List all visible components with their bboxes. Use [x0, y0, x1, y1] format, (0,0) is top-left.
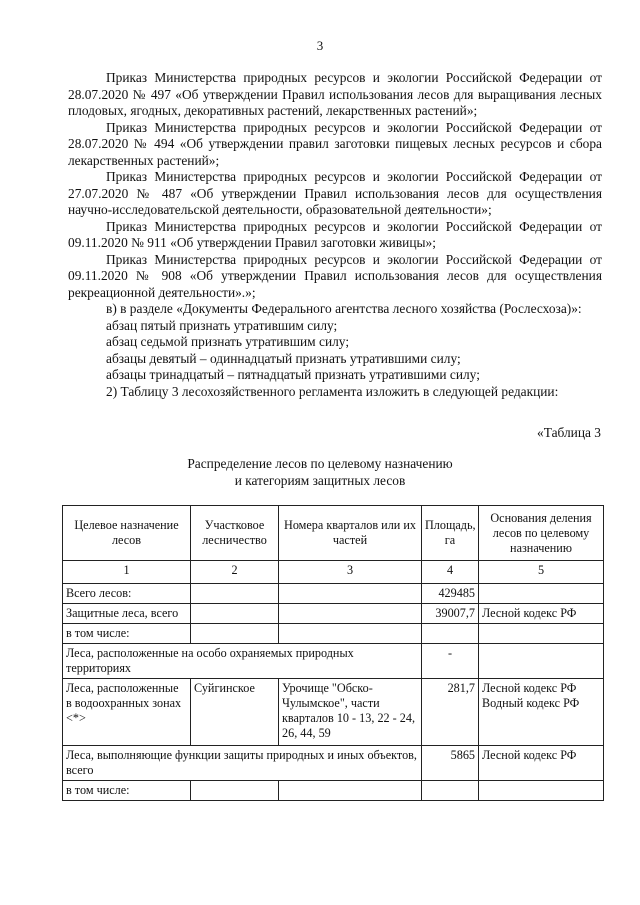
basis-cell: [479, 644, 604, 679]
paragraph: абзацы тринадцатый – пятнадцатый признать утратившими силу;: [106, 367, 480, 382]
area-cell: -: [422, 644, 479, 679]
paragraph: абзац седьмой признать утратившим силу;: [106, 334, 350, 349]
table-row: [63, 584, 604, 604]
table-row: [63, 781, 604, 801]
basis-cell: Лесной кодекс РФ Водный кодекс РФ: [479, 679, 604, 746]
table-header-row: [63, 506, 604, 561]
area-cell: 281,7: [422, 679, 479, 746]
forestry-cell: [191, 604, 279, 624]
area-cell: 39007,7: [422, 604, 479, 624]
paragraph: абзацы девятый – одиннадцатый признать утратившими силу;: [106, 350, 461, 366]
table-caption: [0, 456, 640, 489]
body-text: [68, 70, 602, 400]
purpose-cell: Защитные леса, всего: [63, 604, 191, 624]
purpose-cell: Всего лесов:: [63, 584, 191, 604]
quarters-cell: [279, 584, 422, 604]
basis-cell: [479, 624, 604, 644]
page-number: 3: [316, 38, 324, 53]
table-row: [63, 644, 604, 679]
column-number: 4: [422, 561, 479, 584]
quarters-cell: [279, 781, 422, 801]
quarters-cell: [279, 604, 422, 624]
area-cell: 5865: [422, 746, 479, 781]
forest-distribution-table: [62, 505, 604, 801]
area-cell: 429485: [422, 584, 479, 604]
basis-cell: Лесной кодекс РФ: [479, 746, 604, 781]
basis-cell: Лесной кодекс РФ: [479, 604, 604, 624]
paragraph: 2) Таблицу 3 лесохозяйственного регламента изложить в следующей редакции:: [106, 383, 559, 399]
table-row: [63, 624, 604, 644]
forestry-cell: [191, 584, 279, 604]
forestry-cell: [191, 624, 279, 644]
column-number: 1: [63, 561, 191, 584]
table-row: [63, 746, 604, 781]
header-cell: Номера кварталов или их частей: [279, 506, 422, 561]
table-row: [63, 679, 604, 746]
forestry-cell: [191, 781, 279, 801]
column-number: 5: [479, 561, 604, 584]
header-cell: Основания деления лесов по целевому назначению: [479, 506, 604, 561]
paragraph: Приказ Министерства природных ресурсов и экологии Российской Федерации от 09.11.2020 № 911 «Об утверждении Правил заготовки живицы»;: [68, 218, 602, 250]
purpose-cell: в том числе:: [63, 781, 191, 801]
area-cell: [422, 781, 479, 801]
table-row: [63, 604, 604, 624]
paragraph: Приказ Министерства природных ресурсов и экологии Российской Федерации от 27.07.2020 № 487 «Об утверждении Правил использования лесов для осуществления научно-исследовательской деятельности, образовательной деятельности»;: [68, 169, 602, 217]
column-number-row: [63, 561, 604, 584]
purpose-cell: Леса, расположенные в водоохранных зонах <*>: [63, 679, 191, 746]
paragraph: Приказ Министерства природных ресурсов и экологии Российской Федерации от 09.11.2020 № 908 «Об утверждении Правил использования лесов для осуществления рекреационной деятельности».»;: [68, 251, 602, 300]
table-caption-line: и категориям защитных лесов: [234, 472, 406, 488]
area-cell: [422, 624, 479, 644]
column-number: 3: [279, 561, 422, 584]
paragraph: в) в разделе «Документы Федерального агентства лесного хозяйства (Рослесхоза)»:: [106, 301, 582, 316]
paragraph: Приказ Министерства природных ресурсов и экологии Российской Федерации от 28.07.2020 № 497 «Об утверждении Правил использования лесов для выращивания лесных плодовых, ягодных, декоративных растений, лекарственных растений»;: [68, 70, 602, 118]
table-caption-line: Распределение лесов по целевому назначению: [187, 456, 453, 471]
header-cell: Участковое лесничество: [191, 506, 279, 561]
paragraph: Приказ Министерства природных ресурсов и экологии Российской Федерации от 28.07.2020 № 494 «Об утверждении правил заготовки пищевых лесных ресурсов и сбора лекарственных растений»;: [68, 119, 602, 168]
header-cell: Площадь, га: [422, 506, 479, 561]
purpose-cell: Леса, выполняющие функции защиты природных и иных объектов, всего: [63, 746, 422, 781]
forestry-cell: Суйгинское: [191, 679, 279, 746]
column-number: 2: [191, 561, 279, 584]
purpose-cell: Леса, расположенные на особо охраняемых природных территориях: [63, 644, 422, 679]
quarters-cell: [279, 624, 422, 644]
table-reference: «Таблица 3: [537, 425, 601, 440]
basis-cell: [479, 584, 604, 604]
paragraph: абзац пятый признать утратившим силу;: [106, 317, 338, 333]
header-cell: Целевое назначение лесов: [63, 506, 191, 561]
basis-cell: [479, 781, 604, 801]
purpose-cell: в том числе:: [63, 624, 191, 644]
quarters-cell: Урочище "Обско-Чулымское", части кварталов 10 - 13, 22 - 24, 26, 44, 59: [279, 679, 422, 746]
